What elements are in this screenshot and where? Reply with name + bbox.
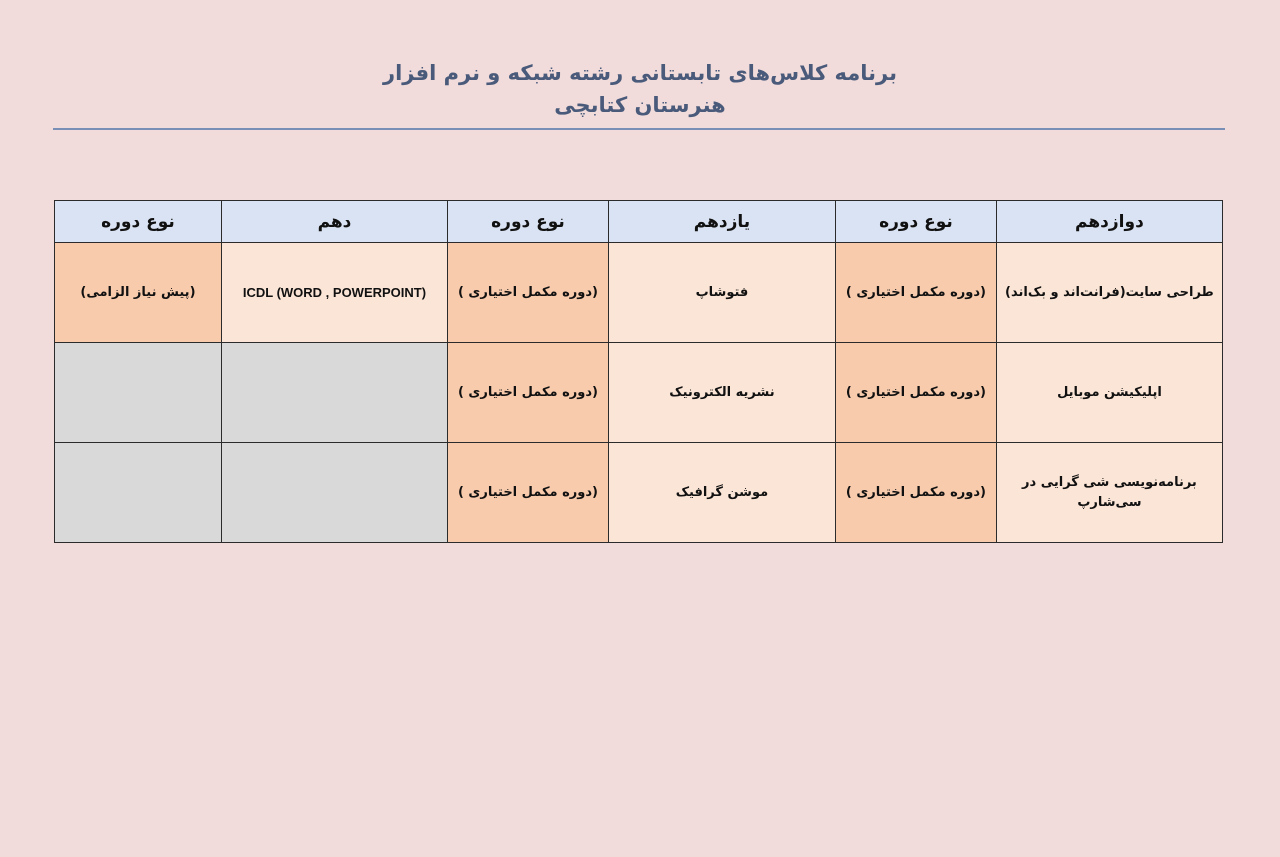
header-grade-10: دهم xyxy=(221,201,447,243)
course-cell: نشریه الکترونیک xyxy=(608,343,835,443)
course-type-cell: (دوره مکمل اختیاری ) xyxy=(448,443,609,543)
document-title: برنامه کلاس‌های تابستانی رشته شبکه و نرم افزار xyxy=(383,61,897,85)
header-course-type: نوع دوره xyxy=(836,201,997,243)
empty-cell xyxy=(221,443,447,543)
school-name: هنرستان کتابچی xyxy=(554,93,726,117)
course-type-cell: (دوره مکمل اختیاری ) xyxy=(836,343,997,443)
course-cell: اپلیکیشن موبایل xyxy=(996,343,1222,443)
table-row xyxy=(55,443,1223,543)
header-divider xyxy=(53,128,1225,130)
table-header-row xyxy=(55,201,1223,243)
header-course-type: نوع دوره xyxy=(55,201,222,243)
schedule-table xyxy=(54,200,1223,543)
course-type-cell: (پیش نیاز الزامی) xyxy=(55,243,222,343)
course-cell: برنامه‌نویسی شی گرایی در سی‌شارپ xyxy=(996,443,1222,543)
course-type-cell: (دوره مکمل اختیاری ) xyxy=(448,343,609,443)
header-grade-11: یازدهم xyxy=(608,201,835,243)
course-type-cell: (دوره مکمل اختیاری ) xyxy=(448,243,609,343)
empty-cell xyxy=(221,343,447,443)
course-cell: طراحی سایت(فرانت‌اند و بک‌اند) xyxy=(996,243,1222,343)
table-row xyxy=(55,243,1223,343)
course-type-cell: (دوره مکمل اختیاری ) xyxy=(836,243,997,343)
table-row xyxy=(55,343,1223,443)
course-cell: فتوشاپ xyxy=(608,243,835,343)
empty-cell xyxy=(55,343,222,443)
document-header xyxy=(0,56,1280,120)
course-cell: موشن گرافیک xyxy=(608,443,835,543)
course-cell: ICDL (WORD , POWERPOINT) xyxy=(221,243,447,343)
empty-cell xyxy=(55,443,222,543)
header-course-type: نوع دوره xyxy=(448,201,609,243)
course-type-cell: (دوره مکمل اختیاری ) xyxy=(836,443,997,543)
header-grade-12: دوازدهم xyxy=(996,201,1222,243)
